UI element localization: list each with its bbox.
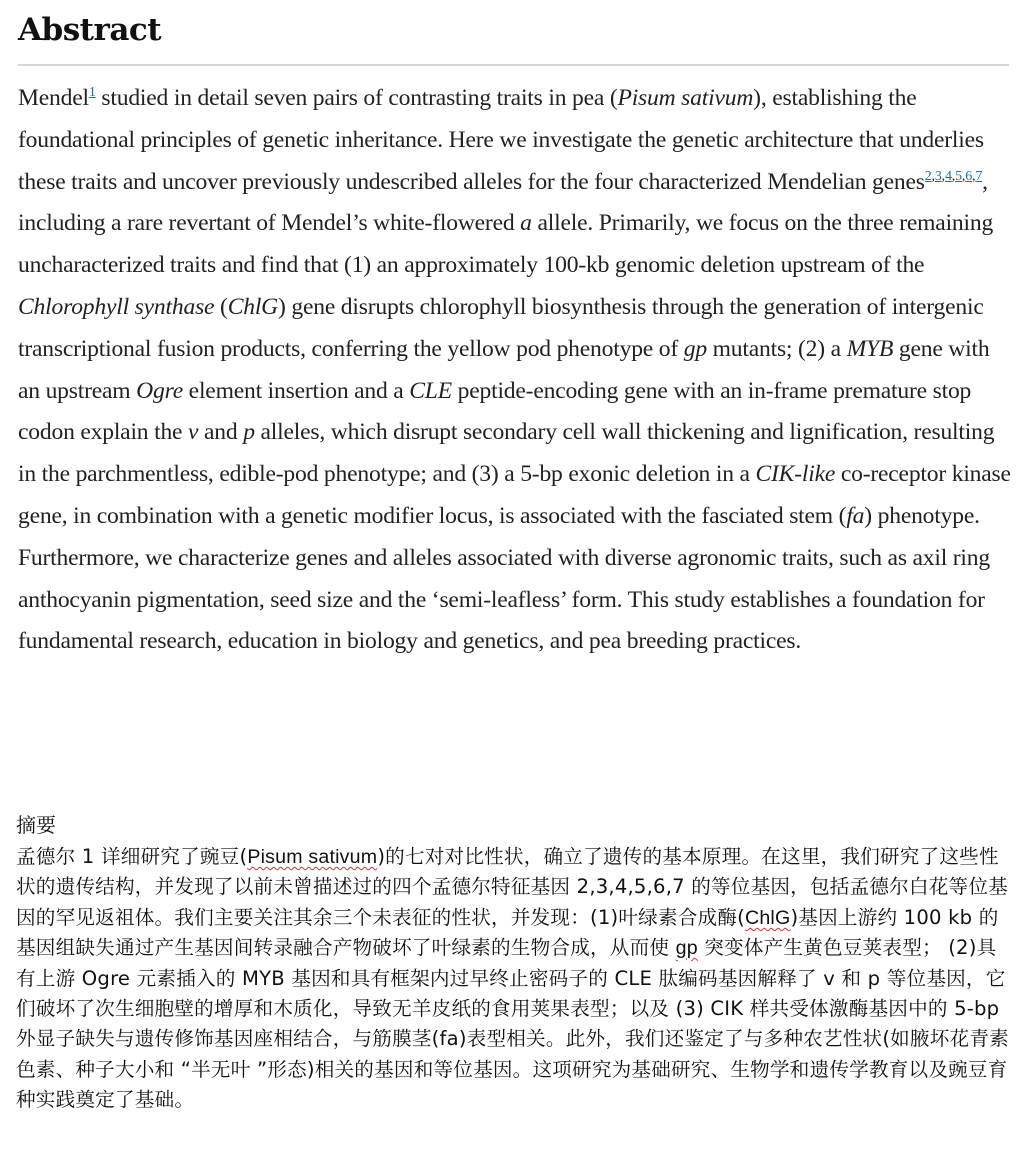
abstract-text: allele. Primarily, we focus on the three remaining uncharacterized traits and find that (1) an approximately 100-kb genomic deletion upstream of the [18,210,994,279]
reference-link[interactable]: 3 [934,168,942,184]
abstract-text: ( [214,293,228,320]
reference-link[interactable]: 6 [965,168,973,184]
chinese-text: 突变体产生黄色豆荚表型； (2)具有上游 Ogre 元素插入的 MYB 基因和具有框架内过早终止密码子的 CLE 肽编码基因解释了 v 和 p 等位基因，它们破坏了次生细胞壁的增厚和木质化，导致无羊皮纸的食用荚果表型；以及 (3) CIK 样共受体激酶基因中的 5-bp 外显子缺失与遗传修饰基因座相结合，与筋膜茎(fa)表型相关。此外，我们还鉴定了与多种农艺性状(如腋坏花青素色素、种子大小和 “半无叶 ”形态)相关的基因和等位基因。这项研究为基础研究、生物学和遗传学教育以及豌豆育种实践奠定了基础。 [16,936,1009,1112]
abstract-text: gene with an upstream [18,335,990,404]
abstract-text: peptide-encoding gene with an in-frame premature stop codon explain the [18,377,972,446]
spellcheck-word: gp [675,937,698,960]
abstract-text: co-receptor kinase gene, in combination with a genetic modifier locus, is associated with the fasciated stem ( [18,461,1011,529]
reference-link[interactable]: 5 [955,168,962,184]
reference-1[interactable] [89,85,96,100]
gene-name: a [520,210,532,237]
heading-divider [18,64,1009,66]
gene-name: Chlorophyll synthase [18,293,215,320]
spellcheck-word: Pisum sativum [247,846,378,868]
chinese-text: 孟德尔 1 详细研究了豌豆( [16,845,248,868]
abstract-text: mutants; (2) a [706,335,847,362]
abstract-text: studied in detail seven pairs of contrasting traits in pea ( [95,85,618,111]
reference-link[interactable]: 2 [924,168,932,184]
gene-name: MYB [846,335,894,362]
abstract-paragraph [18,78,1013,663]
abstract-text: , including a rare revertant of Mendel’s white-flowered [18,168,988,237]
spellcheck-word: ChlG [744,906,791,929]
abstract-heading: Abstract [18,12,162,48]
abstract-text: and [198,419,244,446]
references-2-7[interactable]: 2,3,4,5,6,7 [924,168,983,184]
gene-name: CLE [409,377,452,404]
gene-name: CIK-like [755,461,836,488]
chinese-abstract-paragraph [16,842,1016,1116]
gene-name: Ogre [136,377,183,404]
gene-name: ChlG [227,293,279,320]
chinese-text: )基因上游约 100 kb 的基因组缺失通过产生基因间转录融合产物破坏了叶绿素的生物合成，从而使 [16,905,999,960]
chinese-abstract-heading: 摘要 [16,813,56,837]
abstract-text: element insertion and a [182,377,410,404]
reference-link[interactable]: 1 [88,85,96,100]
abstract-text: ) gene disrupts chlorophyll biosynthesis through the generation of intergenic transcriptional fusion products, conferring the yellow pod phenotype of [18,293,984,362]
gene-name: v [188,419,199,446]
gene-name: gp [683,335,707,362]
abstract-text: Mendel [18,85,89,111]
abstract-text: ), establishing the foundational principles of genetic inheritance. Here we investigate the genetic architecture that underlies these traits and uncover previously undescribed alleles for the four characterized Mendelian genes [18,85,984,195]
gene-name: fa [846,502,865,529]
chinese-text: )的七对对比性状，确立了遗传的基本原理。在这里，我们研究了这些性状的遗传结构，并发现了以前未曾描述过的四个孟德尔特征基因 2,3,4,5,6,7 的等位基因，包括孟德尔白花等位基因的罕见返祖体。我们主要关注其余三个未表征的性状，并发现：(1)叶绿素合成酶( [16,845,1008,929]
gene-name: p [243,419,255,446]
reference-link[interactable]: 4 [944,168,952,184]
abstract-text: alleles, which disrupt secondary cell wall thickening and lignification, resulting in the parchmentless, edible-pod phenotype; and (3) a 5-bp exonic deletion in a [18,419,995,488]
species-name: Pisum sativum [617,85,754,111]
abstract-text: ) phenotype. Furthermore, we characterize genes and alleles associated with diverse agronomic traits, such as axil ring anthocyanin pigmentation, seed size and the ‘semi-leafless’ form. This study establishes a foundation for fundamental research, education in biology and genetics, and pea breeding practices. [18,502,990,655]
reference-link[interactable]: 7 [975,168,983,184]
